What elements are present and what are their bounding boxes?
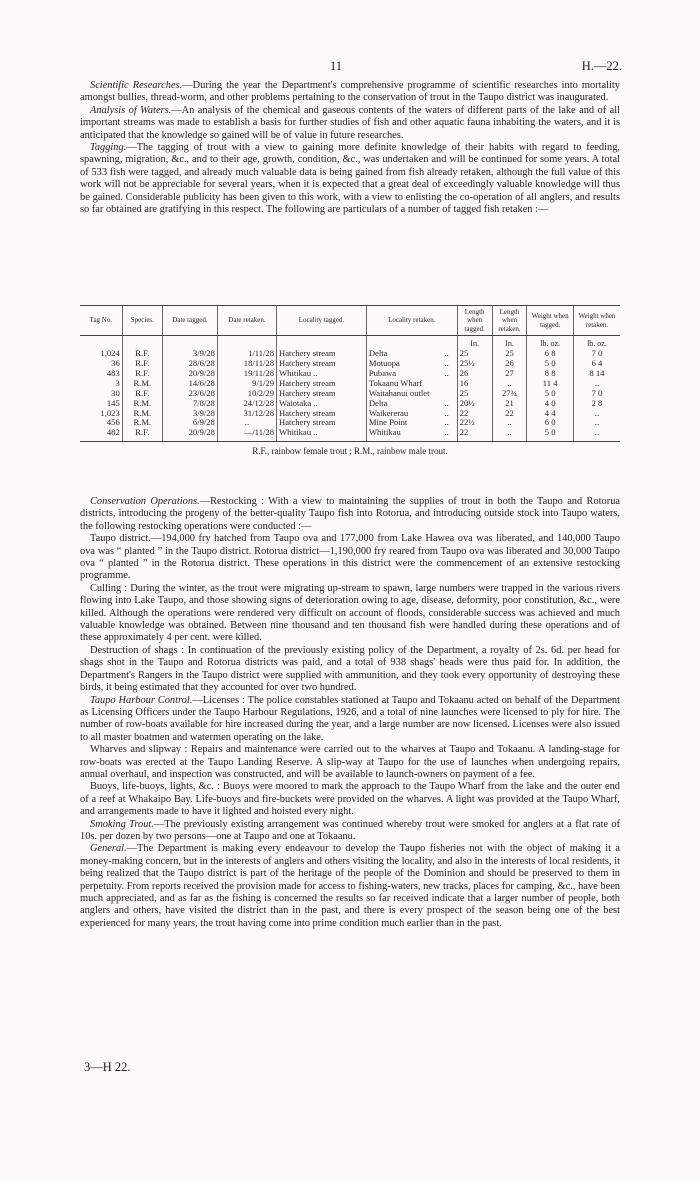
cell-weight-retaken: ..: [594, 417, 600, 428]
paragraph-heading: Taupo Harbour Control.: [90, 694, 193, 706]
cell-leader-dots: ..: [442, 418, 457, 428]
unit-cell: [162, 336, 217, 349]
paragraph-body: —Licenses : The police constables stationed at Taupo and Tokaanu acted on behalf of the Department as Licensing Officers under the Taupo Harbour Regulations, 1926, and a total of nine launches were licensed to ply for hire. The number of row-boats available for hire increased during the year, and a large number are now licensed. Licenses were also issued to all master boatmen and watermen operating on the lake.: [80, 694, 620, 743]
cell-locality-retaken: Mine Point: [368, 417, 408, 428]
paragraph-body: Destruction of shags : In continuation of the previously existing policy of the Department, a royalty of 2s. 6d. per head for shags shot in the Taupo and Rotorua districts was paid, and a total of 938 shags' heads were thus paid for. In addition, the Department's Rangers in the Taupo district were supplied with ammunition, and they took every opportunity of destroying these birds, it being estimated that they accounted for over two hundred.: [80, 644, 620, 694]
table-row: [80, 409, 620, 419]
cell-leader-dots: ..: [442, 369, 457, 379]
unit-cell: [122, 336, 162, 349]
cell-tag-no: 482: [80, 428, 122, 441]
cell-length-retaken: 22: [492, 409, 527, 419]
cell-tag-no: 36: [80, 359, 122, 369]
paragraph-destruction-of-shags: [80, 645, 620, 695]
table-row: [80, 418, 620, 428]
cell-leader-dots: [442, 379, 457, 389]
cell-weight-tagged: 4 4: [527, 409, 573, 419]
page-header: [0, 60, 700, 76]
unit-cell: [277, 336, 367, 349]
unit-cell: [80, 336, 122, 349]
cell-tag-no: 1,024: [80, 349, 122, 359]
paragraph-body: —Restocking : With a view to maintaining the supplies of trout in both the Taupo and Rotorua districts, introducing the progeny of the better-quality Taupo fish into Rotorua, and introducing outside stock into Taupo waters, the following restocking operations were conducted :—: [80, 496, 621, 532]
cell-length-tagged: 16: [457, 379, 492, 389]
cell-date-retaken: 24/12/28: [217, 399, 276, 409]
cell-species: R.F.: [122, 428, 162, 441]
col-header-locality-tagged: Locality tagged.: [277, 306, 367, 336]
cell-tag-no: 456: [80, 418, 122, 428]
cell-species: R.M.: [122, 418, 162, 428]
paragraph-body: —The previously existing arrangement was continued whereby trout were smoked for anglers at a flat rate of 10s. per dozen by two persons—one at Taupo and one at Tokaanu.: [80, 818, 620, 842]
paragraph-heading: Conservation Operations.: [90, 496, 200, 507]
cell-locality-tagged: Hatchery stream: [277, 389, 367, 399]
cell-length-retaken: ..: [492, 379, 527, 389]
paragraph-heading: General.: [90, 843, 127, 855]
paragraph-heading: Analysis of Waters.: [90, 104, 172, 116]
cell-leader-dots: ..: [442, 349, 457, 359]
cell-date-retaken: 10/2/29: [217, 389, 276, 399]
cell-length-tagged: 22½: [457, 418, 492, 428]
cell-date-retaken: 19/11/28: [217, 369, 276, 379]
cell-date-tagged: 7/8/28: [162, 399, 217, 409]
cell-length-retaken: 21: [492, 399, 527, 409]
paragraph-body: Taupo district.—194,000 fry hatched from Taupo ova and 177,000 from Lake Hawea ova was liberated, and 140,000 Taupo ova was “ planted ” in the Taupo district. Rotorua district—1,190,000 fry reared from Taupo ova was liberated and 30,000 Taupo ova “ planted ” in the Rotorua district. These operations in this district were the commencement of an extensive restocking programme.: [80, 533, 620, 582]
paragraph-body: —The Department is making every endeavour to develop the Taupo fisheries not with the object of making it a money-making concern, but in the interests of anglers and others visiting the locality, and also in the interests of local residents, it being realized that the Taupo district is part of the heritage of the people of the Dominion and should be preserved to them in perpetuity. From reports received the provision made for access to fishing-waters, new tracks, places for camping, &c., have been much appreciated, and as far as the fishing is concerned the results so far received indicate that a larger number of people, both anglers and others, have visited the district than in the past, and there is every prospect of the season being one of the best experienced for many years, the trout having come into prime condition much earlier than in the past.: [80, 843, 620, 929]
cell-leader-dots: ..: [442, 399, 457, 409]
table-row: [80, 389, 620, 399]
cell-weight-retaken: 8 14: [589, 367, 605, 378]
paragraph-taupo-harbour-control: [80, 695, 620, 745]
cell-length-tagged: 22: [457, 409, 492, 419]
table-row: [80, 399, 620, 409]
paragraph-smoking-trout: [80, 819, 620, 844]
cell-date-tagged: 23/6/28: [162, 389, 217, 399]
cell-leader-dots: ..: [442, 409, 457, 419]
cell-tag-no: 145: [80, 399, 122, 409]
units-row: [80, 336, 620, 349]
cell-weight-retaken: ..: [594, 377, 600, 388]
cell-species: R.M.: [122, 409, 162, 419]
cell-weight-retaken: 7 0: [591, 348, 603, 359]
cell-locality-tagged: Hatchery stream: [277, 349, 367, 359]
cell-locality-retaken: Pubawa: [368, 367, 397, 378]
cell-locality-tagged: Waiotaka ..: [277, 399, 367, 409]
cell-locality-tagged: Hatchery stream: [277, 418, 367, 428]
cell-length-tagged: 25½: [457, 359, 492, 369]
cell-date-retaken: 1/11/28: [217, 349, 276, 359]
cell-length-retaken: 26: [492, 359, 527, 369]
cell-locality-retaken: Delta: [368, 348, 388, 359]
cell-weight-tagged: 11 4: [527, 379, 573, 389]
paragraph-body: —The tagging of trout with a view to gaining more definite knowledge of their habits with regard to feeding, spawning, migration, &c., and to their age, growth, condition, &c., was undertaken and will be continued for some years. A total of 533 fish were tagged, and already much valuable data is being gained from fish already retaken, although the full value of this work will not be appreciable for several years, when it is expected that a great deal of exceedingly valuable knowledge will thus be gained. Considerable publicity has been given to this work, with a view to enlisting the co-operation of all anglers, and results so far obtained are gratifying in this respect. The following are particulars of a number of tagged fish retaken :—: [80, 142, 620, 216]
cell-locality-tagged: Whitikau ..: [277, 369, 367, 379]
bottom-paragraphs: [80, 496, 620, 930]
cell-leader-dots: ..: [442, 359, 457, 369]
paragraph-heading: Tagging.: [90, 142, 127, 154]
cell-date-retaken: ..: [217, 418, 276, 428]
cell-length-retaken: ..: [492, 418, 527, 428]
unit-cell: [217, 336, 276, 349]
cell-species: R.F.: [122, 359, 162, 369]
page-number: 11: [330, 59, 343, 73]
cell-weight-tagged: 8 8: [527, 369, 573, 379]
col-header-tag-no: Tag No.: [80, 306, 122, 336]
cell-leader-dots: ..: [442, 428, 457, 441]
paragraph-heading: Scientific Researches.: [90, 80, 183, 91]
unit-cell: In.: [457, 336, 492, 349]
cell-date-retaken: —/11/28: [217, 428, 276, 441]
col-header-weight-retaken: Weight when retaken.: [573, 306, 620, 336]
paragraph-culling: [80, 583, 620, 645]
cell-weight-tagged: 5 0: [527, 359, 573, 369]
table-row: [80, 349, 620, 359]
table-row: [80, 379, 620, 389]
cell-weight-retaken: 7 0: [591, 387, 603, 398]
cell-date-tagged: 20/9/28: [162, 428, 217, 441]
unit-cell: lb. oz.: [527, 336, 573, 349]
cell-weight-tagged: 4 0: [527, 399, 573, 409]
cell-date-tagged: 3/9/28: [162, 409, 217, 419]
cell-locality-tagged: Hatchery stream: [277, 359, 367, 369]
col-header-locality-retaken: Locality retaken.: [366, 306, 457, 336]
table-body: [80, 336, 620, 442]
cell-locality-retaken: Delta: [368, 397, 388, 408]
paragraph-tagging: [80, 142, 620, 216]
cell-length-tagged: 20½: [457, 399, 492, 409]
cell-weight-tagged: 5 0: [527, 428, 573, 441]
cell-length-tagged: 22: [457, 428, 492, 441]
col-header-length-tagged: Length when tagged.: [457, 306, 492, 336]
unit-cell: lb. oz.: [587, 339, 607, 349]
paragraph-body: Buoys, life-buoys, lights, &c. : Buoys were moored to mark the approach to the Taupo Wharf from the lake and the outer end of a reef at Whakaipo Bay. Life-buoys and fire-buckets were provided on the wharves. A light was provided at the Taupo Wharf, and arrangements made to have it lighted and hoisted every night.: [80, 781, 620, 818]
top-paragraphs: [80, 80, 620, 216]
cell-locality-retaken: Waikererau: [368, 407, 409, 418]
tagged-fish-table: [80, 305, 620, 442]
paragraph-scientific-researches: [80, 80, 620, 105]
paragraph-body: Culling : During the winter, as the trout were migrating up-stream to spawn, large numbers were trapped in the various rivers flowing into Lake Taupo, and those showing signs of deterioration owing to age, disease, deformity, poor constitution, &c., were killed. Although the operations were rendered very difficult on account of floods, considerable success was achieved and much valuable knowledge was obtained. Between nine thousand and ten thousand fish were handled during these operations and of these approximately 4 per cent. were killed.: [80, 582, 620, 644]
cell-weight-tagged: 6 8: [527, 349, 573, 359]
paragraph-general: [80, 843, 620, 930]
col-header-date-retaken: Date retaken.: [217, 306, 276, 336]
table-footnote: R.F., rainbow female trout ; R.M., rainbow male trout.: [252, 446, 448, 457]
cell-weight-retaken: 6 4: [591, 358, 603, 369]
col-header-date-tagged: Date tagged.: [162, 306, 217, 336]
table-row: [80, 369, 620, 379]
cell-species: R.F.: [122, 369, 162, 379]
cell-date-tagged: 28/6/28: [162, 359, 217, 369]
cell-weight-tagged: 6 0: [527, 418, 573, 428]
cell-length-retaken: ..: [492, 428, 527, 441]
cell-locality-retaken: Waitahanui outlet: [368, 387, 430, 398]
table-row: [80, 359, 620, 369]
unit-cell: [366, 336, 457, 349]
cell-species: R.F.: [122, 349, 162, 359]
cell-length-tagged: 25: [457, 389, 492, 399]
cell-locality-retaken: Tokaanu Wharf: [368, 377, 423, 388]
tagged-fish-table-wrapper: [80, 305, 620, 458]
cell-date-retaken: 31/12/28: [217, 409, 276, 419]
cell-weight-retaken: ..: [594, 407, 600, 418]
cell-weight-tagged: 5 0: [527, 389, 573, 399]
paragraph-conservation-operations: [80, 496, 620, 533]
paragraph-taupo-district: [80, 533, 620, 583]
cell-length-retaken: 25: [492, 349, 527, 359]
cell-length-retaken: 27: [492, 369, 527, 379]
cell-locality-tagged: Hatchery stream: [277, 379, 367, 389]
paragraph-body: —During the year the Department's comprehensive programme of scientific researches into mortality amongst bullies, thread-worm, and other problems pertaining to the conservation of trout in the Taupo district was inaugurated.: [80, 80, 620, 104]
cell-weight-retaken: ..: [573, 428, 620, 441]
col-header-length-retaken: Length when retaken.: [492, 306, 527, 336]
col-header-species: Species.: [122, 306, 162, 336]
cell-length-retaken: 27¾: [492, 389, 527, 399]
cell-tag-no: 1,023: [80, 409, 122, 419]
cell-date-tagged: 6/9/28: [162, 418, 217, 428]
cell-locality-retaken: Motuopa: [368, 358, 400, 369]
paragraph-buoys: [80, 781, 620, 818]
paragraph-heading: Smoking Trout.: [90, 818, 154, 830]
cell-length-tagged: 26: [457, 369, 492, 379]
cell-species: R.F.: [122, 389, 162, 399]
paragraph-analysis-of-waters: [80, 105, 620, 142]
cell-locality-tagged: Whitikau ..: [277, 428, 367, 441]
cell-date-retaken: 9/1/29: [217, 379, 276, 389]
cell-tag-no: 3: [80, 379, 122, 389]
cell-species: R.M.: [122, 379, 162, 389]
unit-cell: In.: [492, 336, 527, 349]
cell-tag-no: 483: [80, 369, 122, 379]
cell-species: R.M.: [122, 399, 162, 409]
page-signature: 3—H 22.: [84, 1060, 131, 1074]
cell-length-tagged: 25: [457, 349, 492, 359]
col-header-weight-tagged: Weight when tagged.: [527, 306, 573, 336]
cell-date-tagged: 3/9/28: [162, 349, 217, 359]
cell-weight-retaken: 2 8: [591, 397, 603, 408]
paragraph-wharves-and-slipway: [80, 744, 620, 781]
document-reference: H.—22.: [581, 59, 622, 73]
cell-date-tagged: 14/6/28: [162, 379, 217, 389]
cell-locality-retaken: Whitikau: [366, 428, 442, 441]
cell-date-tagged: 20/9/28: [162, 369, 217, 379]
table-header-row: [80, 306, 620, 336]
paragraph-body: Wharves and slipway : Repairs and maintenance were carried out to the wharves at Taupo and Tokaanu. A landing-stage for row-boats was erected at the Taupo Landing Reserve. A slip-way at Taupo for the use of launches when undergoing repairs, annual overhaul, and inspection was constructed, and will be available to launch-owners on payment of a fee.: [80, 744, 620, 780]
table-row: [80, 428, 620, 441]
cell-date-retaken: 18/11/28: [217, 359, 276, 369]
cell-tag-no: 30: [80, 389, 122, 399]
paragraph-body: —An analysis of the chemical and gaseous contents of the waters of different parts of the lake and of all important streams was made to establish a basis for further studies of fish and other aquatic fauna inhabiting the waters, and it is anticipated that the knowledge so gained will be of value in future researches.: [80, 104, 620, 141]
cell-locality-tagged: Hatchery stream: [277, 409, 367, 419]
